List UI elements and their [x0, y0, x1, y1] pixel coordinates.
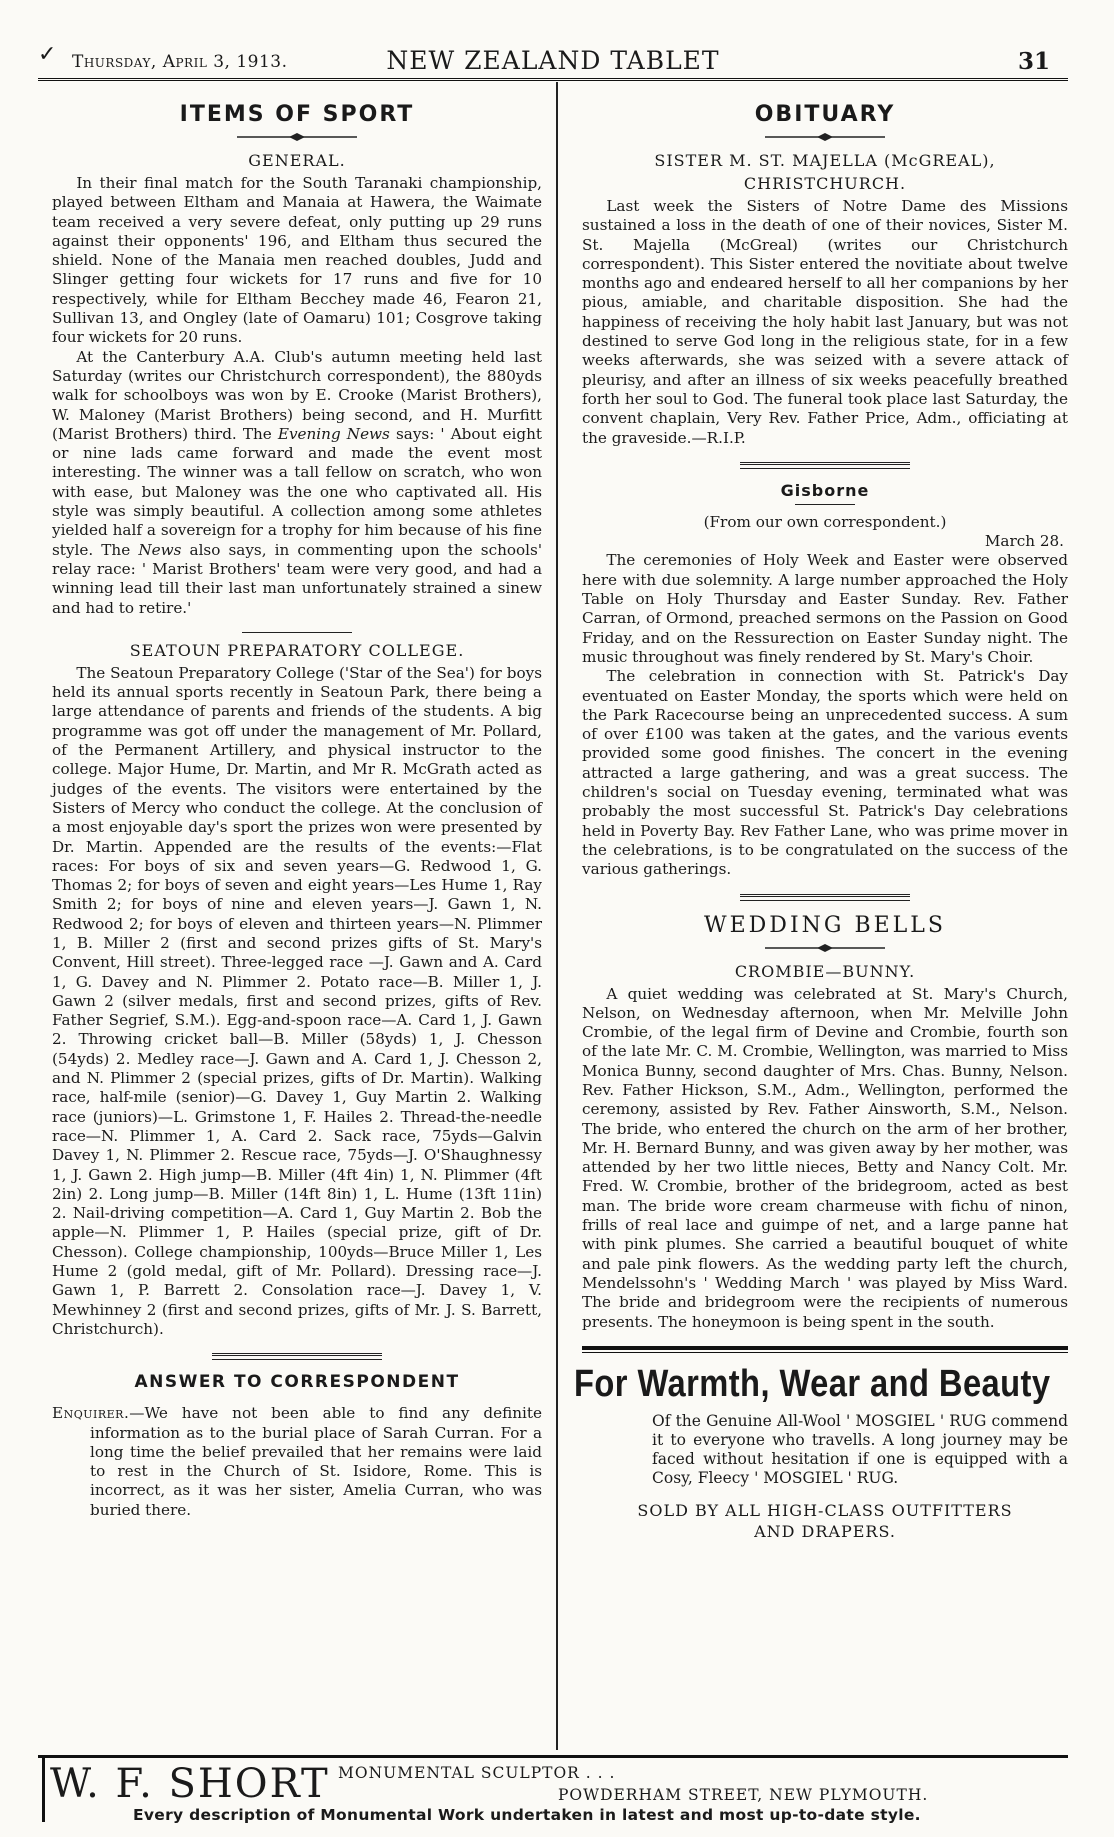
- gisborne-date: March 28.: [984, 532, 1064, 551]
- wedding-paragraph: A quiet wedding was celebrated at St. Mary's Church, Nelson, on Wednesday afternoon, when Mr. Melville John Crombie, of the legal firm of Devine and Crombie, fourth son of the late Mr. C. M. Crombie, Wellington, was married to Miss Monica Bunny, second daughter of Mrs. Chas. Bunny, Nelson. Rev. Father Hickson, S.M., Adm., Wellington, performed the ceremony, assisted by Rev. Father Ainsworth, S.M., Nelson. The bride, who entered the church on the arm of her brother, Mr. H. Bernard Bunny, and was given away by her mother, was attended by her two little nieces, Betty and Nancy Colt. Mr. Fred. W. Crombie, brother of the bridegroom, acted as best man. The bride wore cream charmeuse with fichu of ninon, frills of real lace and guimpe of net, and a large panne hat with pink plumes. She carried a beautiful bouquet of white and pale pink flowers. As the wedding party left the church, Mendelssohn's ' Wedding March ' was played by Miss Ward. The bride and bridegroom were the recipients of numerous presents. The honeymoon is being spent in the south.: [582, 984, 1068, 1331]
- advert-sold-by: SOLD BY ALL HIGH-CLASS OUTFITTERS AND DRAPERS.: [637, 1500, 1013, 1541]
- answer-paragraph: Enquirer.—We have not been able to find any definite information as to the burial place of Sarah Curran. For a long time the belief prevailed that her remains were laid to rest in the Church of St. Isidore, Rome. This is incorrect, as it was her sister, Amelia Curran, who was buried there.: [52, 1404, 542, 1519]
- section-double-rule: [212, 1353, 382, 1360]
- sport-paragraph-cricket: In their final match for the South Taranaki championship, played between Eltham and Manaia at Hawera, the Waimate team received a very severe defeat, only putting up 29 runs against their opponents' 196, and Eltham thus secured the shield. None of the Manaia men reached doubles, Judd and Slinger getting four wickets for 17 runs and five for 10 respectively, while for Eltham Becchey made 46, Fearon 21, Sullivan 13, and Ongley (late of Oamaru) 101; Cosgrove taking four wickets for 20 runs.: [52, 174, 542, 347]
- advertiser-name: W. F. SHORT: [50, 1761, 330, 1807]
- check-mark-icon: ✓: [38, 42, 57, 67]
- left-column: [52, 96, 542, 1520]
- advert-rule: [582, 1346, 1068, 1353]
- seatoun-paragraph: The Seatoun Preparatory College ('Star of the Sea') for boys held its annual sports recently in Seatoun Park, there being a large attendance of parents and friends of the students. A big programme was got off under the management of Mr. Pollard, of the Permanent Artillery, and physical instructor to the college. Major Hume, Dr. Martin, and Mr R. McGrath acted as judges of the events. The visitors were entertained by the Sisters of Mercy who conduct the college. At the conclusion of a most enjoyable day's sport the prizes won were presented by Dr. Martin. Appended are the results of the events:—Flat races: For boys of six and seven years—G. Redwood 1, G. Thomas 2; for boys of seven and eight years—Les Hume 1, Ray Smith 2; for boys of nine and eleven years—J. Gawn 1, N. Redwood 2; for boys of eleven and thirteen years—N. Plimmer 1, B. Miller 2 (first and second prizes gifts of St. Mary's Convent, Hill street). Three-legged race —J. Gawn and A. Card 1, G. Davey and N. Plimmer 2. Potato race—B. Miller 1, J. Gawn 2 (silver medals, first and second prizes, gifts of Rev. Father Segrief, S.M.). Egg-and-spoon race—A. Card 1, J. Gawn 2. Throwing cricket ball—B. Miller (58yds) 1, J. Chesson (54yds) 2. Medley race—J. Gawn and A. Card 1, J. Chesson 2, and N. Plimmer 2 (special prizes, gifts of Dr. Martin). Walking race, half-mile (senior)—G. Davey 1, Guy Martin 2. Walking race (juniors)—L. Grimstone 1, F. Hailes 2. Thread-the-needle race—N. Plimmer 1, A. Card 2. Sack race, 75yds—Galvin Davey 1, N. Plimmer 2. Rescue race, 75yds—J. O'Shaughnessy 1, J. Gawn 2. High jump—B. Miller (4ft 4in) 1, N. Plimmer (4ft 2in) 2. Long jump—B. Miller (14ft 8in) 1, L. Hume (13ft 11in) 2. Nail-driving competition—A. Card 1, Guy Martin 2. Bob the apple—N. Plimmer 1, P. Hailes (special prize, gift of Dr. Chesson). College championship, 100yds—Bruce Miller 1, Les Hume 2 (gold medal, gift of Mr. Pollard). Dressing race—J. Gawn 1, P. Barrett 2. Consolation race—J. Davey 1, V. Mewhinney 2 (first and second prizes, gifts of Mr. J. S. Barrett, Christchurch).: [52, 663, 542, 1338]
- section-double-rule: [740, 894, 910, 901]
- page-number: 31: [1017, 48, 1050, 75]
- ornament-rule-icon: [765, 944, 885, 952]
- ornament-rule-icon: [765, 133, 885, 141]
- footer-bar: [42, 1756, 45, 1822]
- section-rule: [242, 632, 352, 633]
- answer-heading: ANSWER TO CORRESPONDENT: [134, 1372, 460, 1393]
- advert-body: Of the Genuine All-Wool ' MOSGIEL ' RUG commend it to everyone who travells. A long journey may be faced without hesitation if one is equipped with a Cosy, Fleecy ' MOSGIEL ' RUG.: [652, 1411, 1068, 1487]
- mosgiel-advert: [574, 1362, 1068, 1542]
- advert-title: For Warmth, Wear and Beauty: [574, 1362, 1051, 1405]
- right-column: [574, 96, 1068, 1542]
- obituary-subheading: SISTER M. ST. MAJELLA (McGREAL),: [654, 151, 996, 170]
- column-divider: [556, 82, 558, 1750]
- gisborne-paragraph-easter: The ceremonies of Holy Week and Easter were observed here with due solemnity. A large number approached the Holy Table on Holy Thursday and Easter Sunday. Rev. Father Carran, of Ormond, preached sermons on the Passion on Good Friday, and on the Ressurection on Easter Sunday night. The music throughout was finely rendered by St. Mary's Choir.: [582, 551, 1068, 666]
- seatoun-subheading: SEATOUN PREPARATORY COLLEGE.: [129, 640, 465, 660]
- obituary-location: CHRISTCHURCH.: [743, 174, 907, 193]
- issue-date: Thursday, April 3, 1913.: [72, 52, 288, 72]
- footer-advert: [38, 1755, 1068, 1824]
- section-rule: [795, 504, 855, 505]
- sport-heading: ITEMS OF SPORT: [179, 102, 415, 127]
- advertiser-role: MONUMENTAL SCULPTOR . . .: [338, 1764, 616, 1782]
- wedding-subheading: CROMBIE—BUNNY.: [734, 961, 916, 981]
- obituary-paragraph: Last week the Sisters of Notre Dame des Missions sustained a loss in the death of one of their novices, Sister M. St. Majella (McGreal) (writes our Christchurch correspondent). This Sister entered the novitiate about twelve months ago and endeared herself to all her companions by her pious, amiable, and charitable disposition. She had the happiness of receiving the holy habit last January, but was not destined to serve God long in the religious state, for in a few weeks afterwards, she was seized with a severe attack of pleurisy, and after an illness of six weeks peacefully breathed forth her soul to God. The funeral took place last Saturday, the convent chaplain, Very Rev. Father Price, Adm., officiating at the graveside.—R.I.P.: [582, 197, 1068, 447]
- obituary-heading: OBITUARY: [754, 102, 896, 127]
- general-subheading: GENERAL.: [248, 151, 346, 170]
- gisborne-heading: Gisborne: [780, 480, 870, 500]
- newspaper-title: NEW ZEALAND TABLET: [386, 46, 720, 75]
- advertiser-tagline: Every description of Monumental Work undertaken in latest and most up-to-date style.: [133, 1806, 921, 1824]
- section-double-rule: [740, 462, 910, 469]
- gisborne-paragraph-st-patricks: The celebration in connection with St. Patrick's Day eventuated on Easter Monday, the sports which were held on the Park Racecourse being an unprecedented success. A sum of over £100 was taken at the gates, and the various events provided some good finishes. The concert in the evening attracted a large gathering, and was a great success. The children's social on Tuesday evening, terminated what was probably the most successful St. Patrick's Day celebrations held in Poverty Bay. Rev Father Lane, who was prime mover in the celebrations, is to be congratulated on the success of the various gatherings.: [582, 667, 1068, 879]
- masthead: [38, 44, 1068, 81]
- wedding-heading: WEDDING BELLS: [704, 912, 946, 938]
- gisborne-byline: (From our own correspondent.): [703, 512, 947, 531]
- advertiser-address: POWDERHAM STREET, NEW PLYMOUTH.: [558, 1786, 929, 1804]
- ornament-rule-icon: [237, 133, 357, 141]
- sport-paragraph-athletics: At the Canterbury A.A. Club's autumn meeting held last Saturday (writes our Christchurch correspondent), the 880yds walk for schoolboys was won by E. Crooke (Marist Brothers), W. Maloney (Marist Brothers) being second, and H. Murfitt (Marist Brothers) third. The Evening News says: ' About eight or nine lads came forward and made the event most interesting. The winner was a tall fellow on scratch, who won with ease, but Maloney was the one who captivated all. His style was simply beautiful. A collection among some athletes yielded half a sovereign for a trophy for him because of his fine style. The News also says, in commenting upon the schools' relay race: ' Marist Brothers' team were very good, and had a winning lead till their last man unfortunately strained a sinew and had to retire.': [52, 347, 542, 617]
